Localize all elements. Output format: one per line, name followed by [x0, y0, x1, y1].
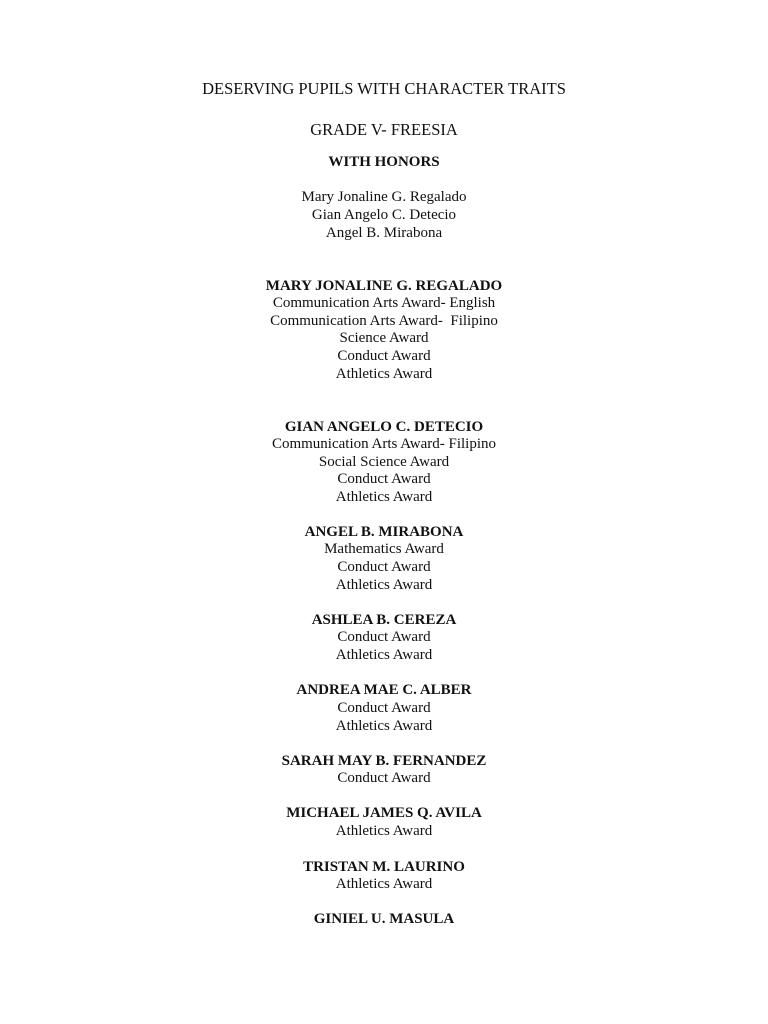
award-item: Conduct Award	[337, 348, 431, 364]
pupil-name: GIAN ANGELO C. DETECIO	[284, 419, 484, 435]
document-title: DESERVING PUPILS WITH CHARACTER TRAITS	[202, 79, 566, 98]
pupil-name: ANGEL B. MIRABONA	[304, 524, 464, 540]
award-item: Conduct Award	[337, 559, 431, 575]
pupil-name: SARAH MAY B. FERNANDEZ	[281, 753, 487, 769]
award-item: Social Science Award	[318, 454, 450, 470]
pupil-name: ASHLEA B. CEREZA	[311, 612, 457, 628]
pupil-name: MARY JONALINE G. REGALADO	[265, 278, 503, 294]
pupil-name: GINIEL U. MASULA	[313, 911, 455, 927]
award-item: Athletics Award	[335, 718, 433, 734]
award-item: Athletics Award	[335, 876, 433, 892]
grade-section-heading: GRADE V- FREESIA	[310, 120, 458, 139]
pupil-name: ANDREA MAE C. ALBER	[296, 682, 472, 698]
award-item: Conduct Award	[337, 629, 431, 645]
honors-list-item: Mary Jonaline G. Regalado	[301, 189, 467, 205]
award-item: Science Award	[339, 330, 429, 346]
honors-heading: WITH HONORS	[328, 154, 440, 170]
award-item: Athletics Award	[335, 823, 433, 839]
pupil-name: TRISTAN M. LAURINO	[303, 859, 465, 875]
award-item: Athletics Award	[335, 366, 433, 382]
award-item: Conduct Award	[337, 471, 431, 487]
award-item: Communication Arts Award- Filipino	[271, 436, 497, 452]
award-item: Communication Arts Award- Filipino	[270, 313, 498, 329]
award-item: Mathematics Award	[324, 541, 444, 557]
award-item: Athletics Award	[335, 489, 433, 505]
award-item: Communication Arts Award- English	[272, 295, 496, 311]
award-item: Athletics Award	[335, 647, 433, 663]
honors-list-item: Angel B. Mirabona	[325, 225, 443, 241]
pupil-name: MICHAEL JAMES Q. AVILA	[286, 805, 482, 821]
award-item: Conduct Award	[337, 770, 431, 786]
award-item: Conduct Award	[337, 700, 431, 716]
award-item: Athletics Award	[335, 577, 433, 593]
honors-list-item: Gian Angelo C. Detecio	[311, 207, 457, 223]
